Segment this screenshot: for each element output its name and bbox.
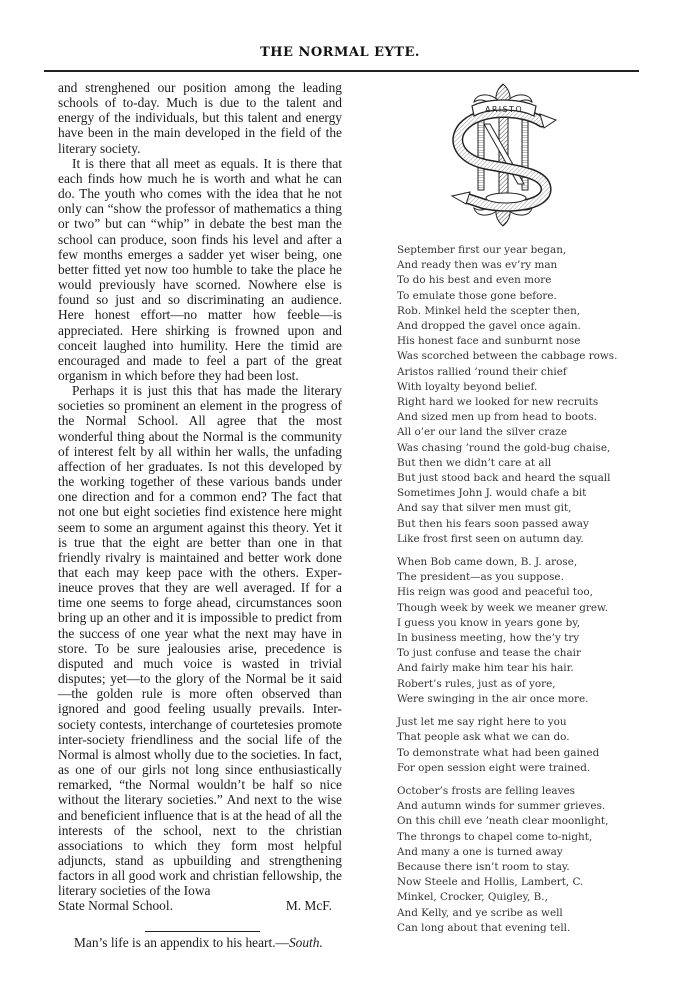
poem-stanza (397, 784, 657, 936)
poem-line: I guess you know in years gone by, (397, 616, 581, 629)
aristo-society-emblem (444, 80, 562, 230)
aristo-monogram-icon (444, 80, 562, 230)
article-paragraph: Perhaps it is just this that has made the literary societies so prominent an element in the progress of the Normal School. All agree that the most wonderful thing about the Normal is the community of interest felt by all within her walls, the unfading affection of her graduates. Is not this developed by the working together of these various bands under one direction and for a common end? The fact that not one but eight societies find existence here might seem to some an argument against this theory. Yet it is true that the eight are better than one in that friendly rivalry is maintained and better work done that each may keep pace with the others. Experineuce proves that they are well averaged. If for a time one seems to forge ahead, circumstances soon bring up an other and it is impossible to predict from the success of one year what the next may have in store. To be sure jealousies arise, precedence is disputed and much voice is wasted in trivial disputes; yet—to the glory of the Normal be it said—the golden rule is more often observed than ignored and good feeling usually prevails. Inter-society contests, interchange of courtetesies promote inter-society friendliness and the social life of the Normal is almost wholly due to the societies. In fact, as one of our girls not long since enthusiastically remarked, “the Normal wouldn’t be half so nice without the literary societies.” And next to the wise and beneficient influence that is at the head of all the interests of the school, next to the christian associations to which they form most helpful adjuncts, stand as upbuilding and strengthening factors in all good work and christian fellowship, the literary societies of the Iowa (58, 383, 342, 899)
poem-line: In business meeting, how the’y try (397, 632, 580, 645)
poem-line: Like frost first seen on autumn day. (397, 532, 584, 545)
quote-text: Man’s life is an appendix to his heart.— (74, 935, 289, 950)
poem-line: And Kelly, and ye scribe as well (397, 906, 563, 919)
poem-line: That people ask what we can do. (397, 731, 570, 744)
poem-line: Minkel, Crocker, Quigley, B., (397, 891, 548, 904)
section-divider (145, 931, 260, 932)
poem-line: Just let me say right here to you (397, 716, 567, 729)
poem-line: And fairly make him tear his hair. (397, 662, 574, 675)
poem-line: To do his best and even more (397, 274, 552, 287)
poem-stanza (397, 555, 657, 707)
article-closing-line (58, 898, 342, 913)
running-head-title: THE NORMAL EYTE. (260, 45, 420, 60)
poem-line: September first our year began, (397, 244, 567, 256)
poem-line: And ready then was ev’ry man (397, 259, 558, 272)
poem-line: Aristos rallied ’round their chief (397, 365, 567, 378)
filler-quote (74, 935, 354, 951)
poem-line: Were swinging in the air once more. (397, 692, 589, 705)
quote-attribution: South. (288, 935, 323, 950)
poem-line: His reign was good and peaceful too, (397, 586, 593, 599)
poem-line: Rob. Minkel held the scepter then, (397, 304, 581, 317)
poem-line: On this chill eve ’neath clear moonlight, (397, 815, 609, 828)
poem (397, 243, 657, 944)
poem-line: And autumn winds for summer grieves. (397, 800, 606, 813)
poem-line: The throngs to chapel come to-night, (397, 830, 593, 843)
article-paragraph: It is there that all meet as equals. It is there that each finds how much he is worth and what he can do. The youth who comes with the idea that he not only can “show the professor of mathematics a thing or two” but can “whip” in debate the best man the school can produce, soon finds his level and after a few months emerges a sadder yet wiser being, one better fitted yet now too humble to take the place he would previously have scorned. Nowhere else is found so just and so discriminating an audience. Here honest effort—no matter how feeble—is appreciated. Here shirking is frowned upon and conceit laughed into humility. Here the timid are encouraged and made to feel a part of the great organism in which before they had been lost. (58, 155, 342, 383)
poem-line: But just stood back and heard the squall (397, 472, 611, 485)
poem-line: Was chasing ’round the gold-bug chaise, (397, 441, 611, 454)
emblem-banner-text: ARISTO (484, 105, 524, 114)
poem-stanza (397, 715, 657, 776)
poem-line: Though week by week we meaner grew. (397, 601, 609, 614)
poem-line: To emulate those gone before. (397, 289, 557, 302)
poem-line: To just confuse and tease the chair (397, 647, 581, 660)
poem-line: And many a one is turned away (397, 845, 563, 858)
poem-line: Was scorched between the cabbage rows. (397, 350, 618, 363)
poem-line: All o’er our land the silver craze (397, 426, 568, 439)
header-rule (44, 70, 639, 72)
poem-line: Right hard we looked for new recruits (397, 396, 599, 409)
poem-line: For open session eight were trained. (397, 761, 591, 774)
poem-line: The president—as you suppose. (397, 571, 564, 584)
poem-line: Because there isn’t room to stay. (397, 860, 570, 873)
poem-line: But then we didn’t care at all (397, 456, 552, 469)
poem-line: Robert’s rules, just as of yore, (397, 677, 556, 690)
poem-line: With loyalty beyond belief. (397, 380, 538, 393)
poem-line: And say that silver men must git, (397, 502, 572, 515)
poem-line: To demonstrate what had been gained (397, 746, 600, 759)
author-signature: M. McF. (285, 898, 332, 914)
article-paragraph: and strenghened our position among the leading schools of to-day. Much is due to the talent and energy of the individuals, but this talent and energy have been in the main developed in the field of the literary society. (58, 80, 342, 156)
poem-line: Sometimes John J. would chafe a bit (397, 487, 587, 500)
article-closing-text: State Normal School. (58, 898, 173, 914)
poem-line: But then his fears soon passed away (397, 517, 589, 530)
poem-line: When Bob came down, B. J. arose, (397, 556, 578, 569)
poem-line: October’s frosts are felling leaves (397, 784, 575, 797)
poem-line: Now Steele and Hollis, Lambert, C. (397, 876, 584, 889)
article-column (58, 80, 342, 914)
poem-line: And dropped the gavel once again. (397, 320, 581, 333)
poem-line: And sized men up from head to boots. (397, 411, 597, 424)
poem-line: His honest face and sunburnt nose (397, 335, 581, 348)
poem-line: Can long about that evening tell. (397, 921, 571, 934)
poem-stanza (397, 243, 657, 547)
